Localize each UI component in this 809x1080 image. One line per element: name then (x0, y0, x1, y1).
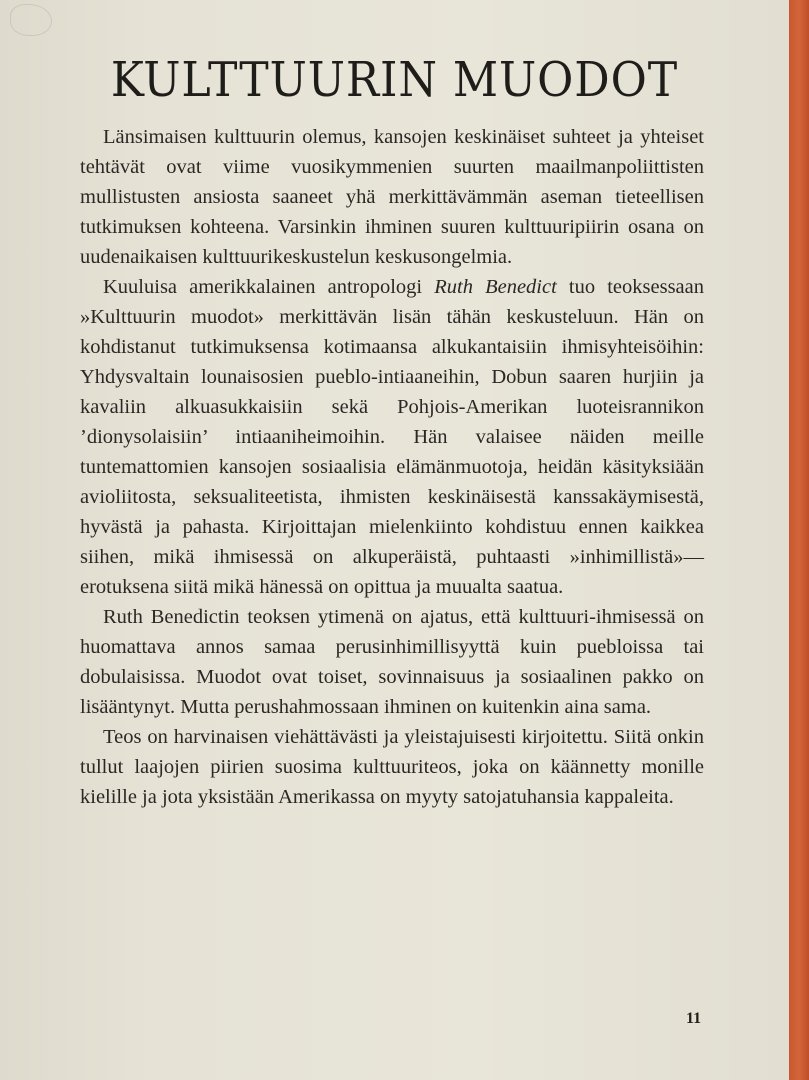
page-title: KULTTUURIN MUODOT (110, 52, 679, 108)
pencil-mark (10, 4, 52, 36)
author-name: Ruth Benedict (434, 276, 557, 298)
paragraph-2-body: teoksessaan »Kulttuurin muodot» merkittävän lisän tähän keskusteluun. Hän on kohdistanut tutkimuksensa kotimaansa alkukantaisiin ihmisyhteisöihin: Yhdysvaltain lounaisosien pueblo-intiaaneihin, Dobun saaren hurjiin ja kavaliin alkuasukkaisiin sekä Pohjois-Amerikan luoteisrannikon ’dionysolaisiin’ intiaaniheimoihin. Hän valaisee näiden meille tuntemattomien kansojen sosiaalisia elämänmuotoja, heidän käsityksiään avioliitosta, seksualiteetista, ihmisten keskinäisestä kanssakäymisestä, hyvästä ja pahasta. Kirjoittajan mielenkiinto kohdistuu ennen kaikkea siihen, mikä ihmisessä on alkuperäistä, puhtaasti »inhimillistä»— erotuksena siitä mikä hänessä on opittua ja muualta saatua. (80, 276, 704, 598)
paragraph-2 (80, 272, 704, 602)
paragraph-2-intro: Kuuluisa amerikkalainen antropologi (103, 276, 435, 298)
book-cover-edge (789, 0, 809, 1080)
paragraph-1: Länsimaisen kulttuurin olemus, kansojen keskinäiset suhteet ja yhteiset tehtävät ovat viime vuosikymmenien suurten maailmanpoliittisten mullistusten ansiosta saaneet yhä merkittävämmän aseman tieteellisen tutkimuksen kohteena. Varsinkin ihminen suuren kulttuuripiirin osana on uudenaikaisen kulttuurikeskustelun keskusongelmia. (80, 126, 704, 268)
paragraph-2-after-author: tuo (556, 276, 608, 298)
body-text (80, 122, 704, 812)
page-number: 11 (686, 1010, 702, 1027)
paragraph-3: Ruth Benedictin teoksen ytimenä on ajatus, että kulttuuri-ihmisessä on huomattava annos samaa perusinhimillisyyttä kuin puebloissa tai dobulaisissa. Muodot ovat toiset, sovinnaisuus ja sosiaalinen pakko on lisääntynyt. Mutta perushahmossaan ihminen on kuitenkin aina sama. (80, 606, 704, 718)
paragraph-4: Teos on harvinaisen viehättävästi ja yleistajuisesti kirjoitettu. Siitä onkin tullut laajojen piirien suosima kulttuuriteos, joka on käännetty monille kielille ja jota yksistään Amerikassa on myyty satojatuhansia kappaleita. (80, 726, 704, 808)
